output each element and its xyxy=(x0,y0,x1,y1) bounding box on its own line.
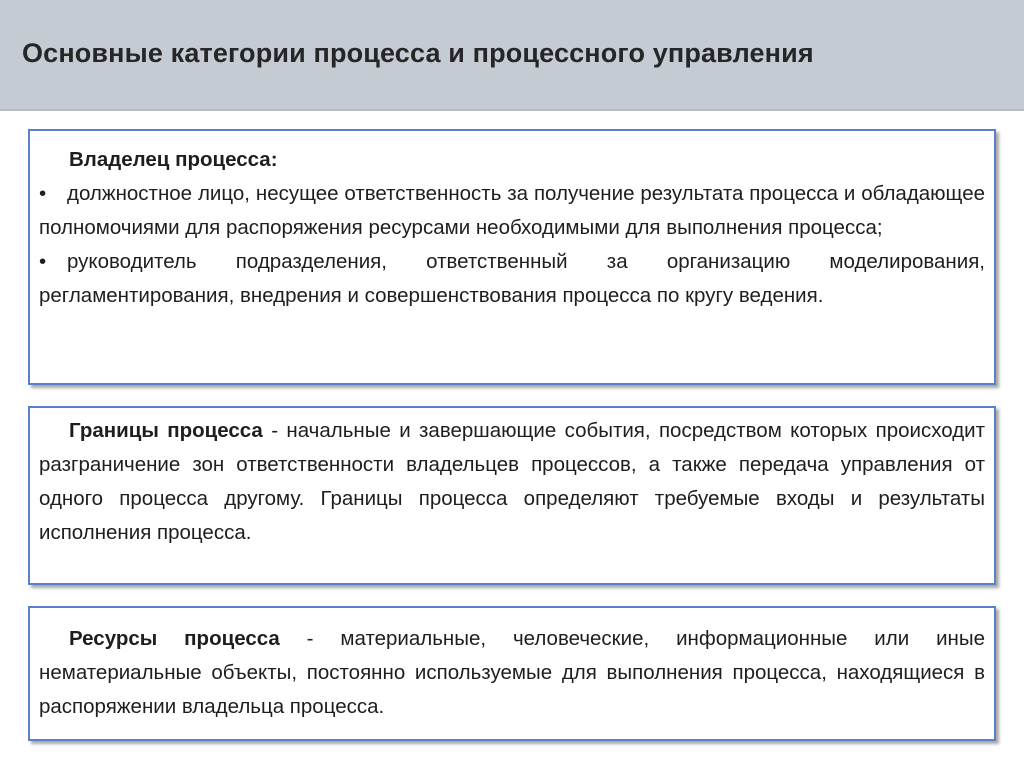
process-owner-box xyxy=(28,129,996,385)
bullet-icon: • xyxy=(39,182,47,205)
boundaries-term: Границы процесса xyxy=(69,419,263,442)
owner-item-2 xyxy=(39,245,985,313)
resources-term: Ресурсы процесса xyxy=(69,627,280,650)
process-resources-box xyxy=(28,606,996,741)
owner-item-1 xyxy=(39,177,985,245)
process-boundaries-box xyxy=(28,406,996,585)
slide-title: Основные категории процесса и процессного управления xyxy=(22,38,814,68)
owner-item-1-text: должностное лицо, несущее ответственность за получение результата процесса и обладающее полномочиями для распоряжения ресурсами необходимыми для выполнения процесса; xyxy=(39,182,985,239)
owner-item-2-text: руководитель подразделения, ответственный за организацию моделирования, регламентирования, внедрения и совершенствования процесса по кругу ведения. xyxy=(39,250,985,307)
title-bar xyxy=(0,0,1024,111)
boundaries-paragraph xyxy=(39,414,985,550)
resources-text: - материальные, человеческие, информационные или иные нематериальные объекты, постоянно используемые для выполнения процесса, находящиеся в распоряжении владельца процесса. xyxy=(39,627,985,718)
boundaries-text: - начальные и завершающие события, посредством которых происходит разграничение зон ответственности владельцев процессов, а также передача управления от одного процесса другому. Границы процесса определяют требуемые входы и результаты исполнения процесса. xyxy=(39,419,986,544)
process-owner-heading: Владелец процесса: xyxy=(69,148,278,171)
bullet-icon: • xyxy=(39,250,47,273)
resources-paragraph xyxy=(39,622,985,724)
